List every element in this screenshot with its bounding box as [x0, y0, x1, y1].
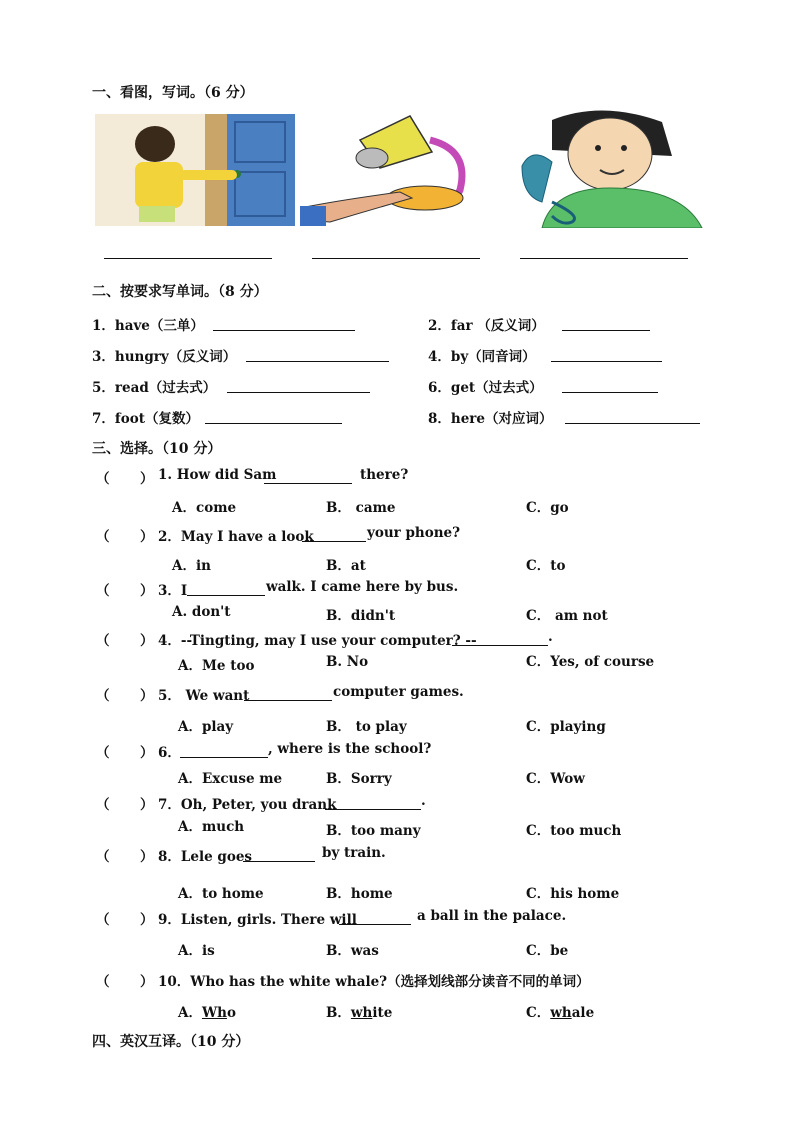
q10-option-b-rest: ite: [372, 1005, 393, 1021]
q9-stem-post: a ball in the palace.: [417, 908, 567, 924]
s2-item-8-blank[interactable]: [565, 423, 700, 424]
picture3-answer-line[interactable]: [520, 258, 688, 259]
q3-answer-paren-close: ）: [140, 583, 154, 599]
q6-option-c[interactable]: C．Wow: [526, 771, 585, 787]
q3-option-a[interactable]: A. don't: [172, 604, 231, 620]
section3-title: 三、选择。（10 分）: [92, 441, 222, 457]
section4-title: 四、英汉互译。（10 分）: [92, 1034, 250, 1050]
q5-option-c[interactable]: C．playing: [526, 719, 606, 735]
q4-blank[interactable]: [452, 645, 548, 646]
q6-answer-paren-close: ）: [140, 745, 154, 761]
s2-item-4: 4．by（同音词）: [428, 349, 536, 365]
q2-answer-paren-open: （: [96, 529, 110, 545]
s2-item-5: 5．read（过去式）: [92, 380, 217, 396]
q8-blank[interactable]: [243, 861, 315, 862]
q2-answer-paren-close: ）: [140, 529, 154, 545]
s2-item-6-blank[interactable]: [562, 392, 658, 393]
q4-option-c[interactable]: C．Yes, of course: [526, 654, 655, 670]
q2-blank[interactable]: [302, 541, 366, 542]
s2-item-2: 2．far （反义词）: [428, 318, 545, 334]
s2-item-1-blank[interactable]: [213, 330, 355, 331]
q2-stem-pre: 2．May I have a look: [158, 529, 314, 545]
q10-option-c[interactable]: [526, 1001, 594, 1021]
q8-option-c[interactable]: C．his home: [526, 886, 620, 902]
q3-stem-post: walk. I came here by bus.: [266, 579, 459, 595]
q2-option-b[interactable]: B．at: [326, 558, 366, 574]
q8-stem-post: by train.: [322, 845, 386, 861]
q8-answer-paren-close: ）: [140, 849, 154, 865]
q7-option-c[interactable]: C．too much: [526, 823, 622, 839]
q6-blank[interactable]: [180, 757, 268, 758]
q10-option-b-prefix: B．: [326, 1005, 351, 1021]
q1-option-c[interactable]: C．go: [526, 500, 569, 516]
q4-stem-pre: 4．--Tingting, may I use your computer? --: [158, 633, 477, 649]
q10-option-c-rest: ale: [571, 1005, 595, 1021]
q8-option-b[interactable]: B．home: [326, 886, 393, 902]
s2-item-7-blank[interactable]: [205, 423, 342, 424]
q10-option-c-prefix: C．: [526, 1005, 551, 1021]
q10-option-b-underlined: wh: [350, 1005, 373, 1021]
q8-option-a[interactable]: A．to home: [178, 886, 264, 902]
q10-option-b[interactable]: [326, 1001, 392, 1021]
q4-answer-paren-close: ）: [140, 633, 154, 649]
q9-option-b[interactable]: B．was: [326, 943, 379, 959]
section1-title: 一、看图，写词。（6 分）: [92, 85, 254, 101]
q3-stem-pre: 3．I: [158, 583, 188, 599]
q7-answer-paren-close: ）: [140, 797, 154, 813]
q4-stem-post: .: [548, 629, 553, 645]
q6-option-b[interactable]: B．Sorry: [326, 771, 392, 787]
q1-option-a[interactable]: A．come: [172, 500, 237, 516]
q10-option-c-underlined: wh: [550, 1005, 572, 1021]
picture1-answer-line[interactable]: [104, 258, 272, 259]
q9-answer-paren-open: （: [96, 912, 110, 928]
s2-item-8: 8．here（对应词）: [428, 411, 553, 427]
q5-option-a[interactable]: A．play: [178, 719, 234, 735]
q1-answer-paren-open: （: [96, 471, 110, 487]
q1-answer-paren-close: ）: [140, 471, 154, 487]
q7-answer-paren-open: （: [96, 797, 110, 813]
q7-stem-pre: 7．Oh, Peter, you drank: [158, 797, 337, 813]
s2-item-6: 6．get（过去式）: [428, 380, 543, 396]
q8-stem-pre: 8．Lele goes: [158, 849, 253, 865]
q8-answer-paren-open: （: [96, 849, 110, 865]
man-on-phone-picture: [512, 106, 708, 228]
q1-stem-pre: 1. How did Sam: [158, 467, 277, 483]
q9-option-a[interactable]: A．is: [178, 943, 215, 959]
hand-pressing-lamp-picture: [300, 110, 470, 228]
q6-stem-post: , where is the school?: [268, 741, 432, 757]
q7-stem-post: .: [421, 793, 426, 809]
q1-stem-post: there?: [360, 467, 409, 483]
q5-stem-pre: 5． We want: [158, 688, 250, 704]
q6-answer-paren-open: （: [96, 745, 110, 761]
q9-answer-paren-close: ）: [140, 912, 154, 928]
q4-option-a[interactable]: A．Me too: [178, 658, 255, 674]
q10-option-a-prefix: A．: [178, 1005, 202, 1021]
q3-option-c[interactable]: C． am not: [526, 608, 608, 624]
s2-item-3-blank[interactable]: [246, 361, 389, 362]
q5-answer-paren-open: （: [96, 688, 110, 704]
picture2-answer-line[interactable]: [312, 258, 480, 259]
s2-item-2-blank[interactable]: [562, 330, 650, 331]
q7-option-b[interactable]: B．too many: [326, 823, 421, 839]
section2-title: 二、按要求写单词。（8 分）: [92, 284, 268, 300]
q6-option-a[interactable]: A．Excuse me: [178, 771, 283, 787]
q7-blank[interactable]: [325, 809, 421, 810]
q9-blank[interactable]: [339, 924, 411, 925]
q5-blank[interactable]: [244, 700, 332, 701]
q4-option-b[interactable]: B. No: [326, 654, 369, 670]
q1-blank[interactable]: [264, 483, 352, 484]
boy-opening-door-picture: [95, 114, 295, 226]
q6-stem-pre: 6．: [158, 745, 181, 761]
q3-blank[interactable]: [187, 595, 265, 596]
q10-answer-paren-open: （: [96, 974, 110, 990]
q10-stem: 10．Who has the white whale?（选择划线部分读音不同的单词）: [158, 974, 590, 990]
q2-option-a[interactable]: A．in: [172, 558, 211, 574]
q9-stem-pre: 9．Listen, girls. There will: [158, 912, 357, 928]
s2-item-7: 7．foot（复数）: [92, 411, 199, 427]
q2-stem-post: your phone?: [367, 525, 461, 541]
q10-option-a[interactable]: [178, 1001, 236, 1021]
s2-item-5-blank[interactable]: [227, 392, 370, 393]
q2-option-c[interactable]: C．to: [526, 558, 566, 574]
q4-answer-paren-open: （: [96, 633, 110, 649]
q5-answer-paren-close: ）: [140, 688, 154, 704]
q7-option-a[interactable]: A．much: [178, 819, 245, 835]
q1-option-b[interactable]: B． came: [326, 500, 396, 516]
q10-option-a-underlined: Wh: [201, 1005, 227, 1021]
q5-stem-post: computer games.: [333, 684, 464, 700]
s2-item-4-blank[interactable]: [551, 361, 662, 362]
q3-answer-paren-open: （: [96, 583, 110, 599]
q9-option-c[interactable]: C．be: [526, 943, 569, 959]
q5-option-b[interactable]: B． to play: [326, 719, 407, 735]
q10-option-a-rest: o: [226, 1005, 236, 1021]
q10-answer-paren-close: ）: [140, 974, 154, 990]
s2-item-1: 1．have（三单）: [92, 318, 204, 334]
s2-item-3: 3．hungry（反义词）: [92, 349, 237, 365]
q3-option-b[interactable]: B．didn't: [326, 608, 396, 624]
